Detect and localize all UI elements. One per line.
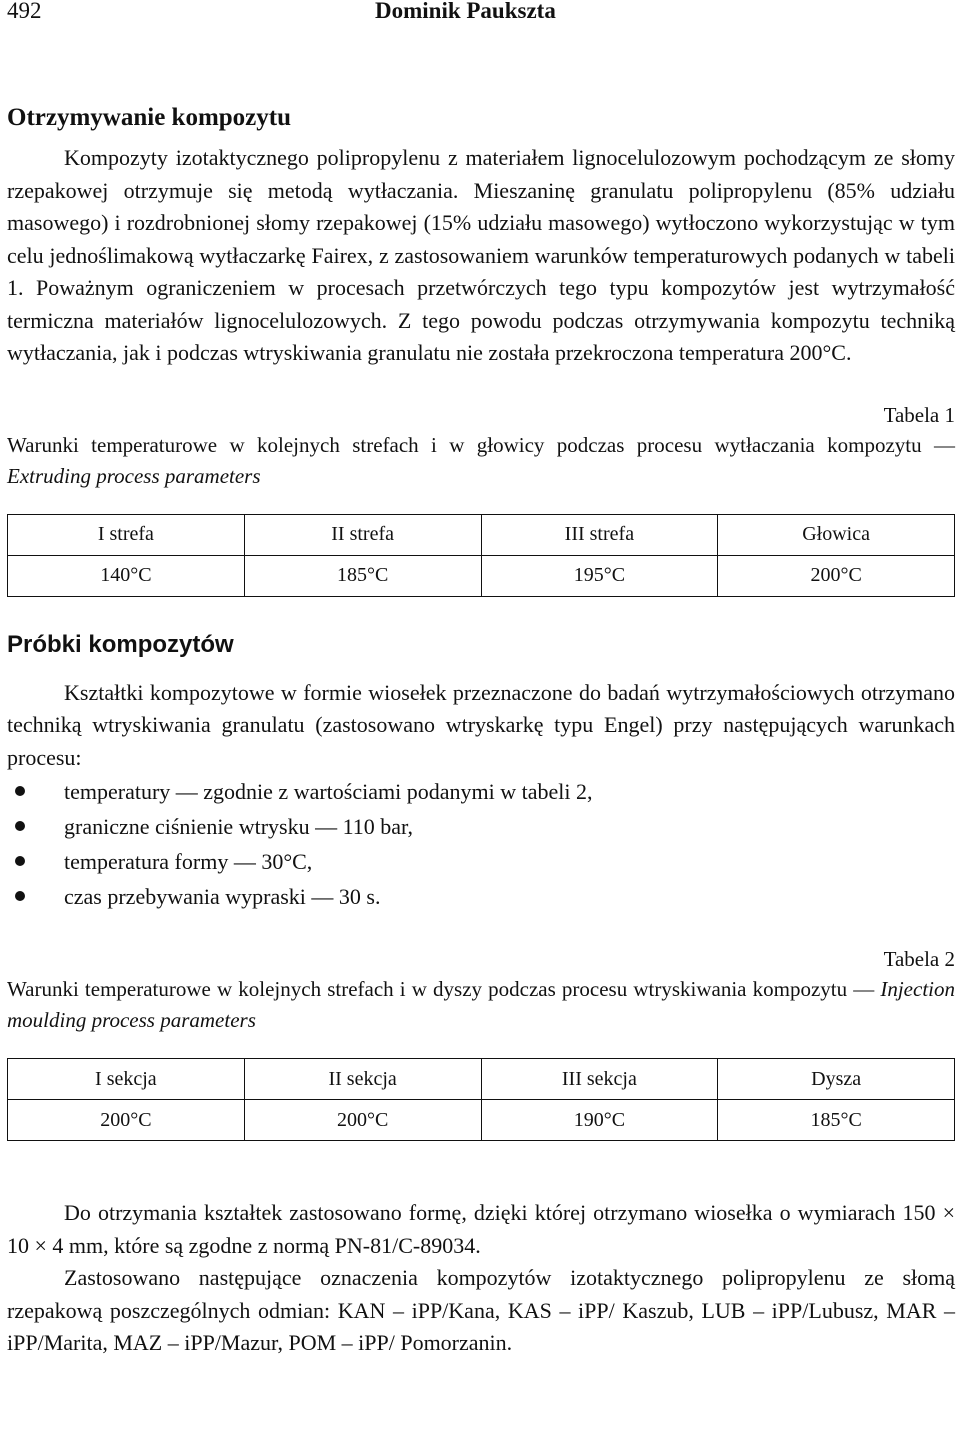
page-number: 492: [7, 0, 42, 23]
bullet-icon: [15, 856, 25, 866]
table1-header-cell: III strefa: [481, 514, 718, 555]
table2-label: Tabela 2: [883, 947, 955, 971]
list-item-text: temperatura formy — 30°C,: [64, 849, 313, 874]
table2-header-cell: Dysza: [718, 1059, 955, 1100]
bullet-icon: [15, 891, 25, 901]
table2-value-row: [8, 1100, 955, 1141]
section2-paragraph: Kształtki kompozytowe w formie wiosełek przeznaczone do badań wytrzymałościowych otrzymano techniką wtryskiwania granulatu (zastosowano wtryskarkę typu Engel) przy następujących warunkach procesu:: [7, 679, 955, 770]
list-item: [7, 879, 955, 914]
running-author: Dominik Paukszta: [375, 0, 556, 23]
table1-header-cell: I strefa: [8, 514, 245, 555]
bullet-icon: [15, 821, 25, 831]
table1-value-cell: 195°C: [481, 555, 718, 596]
table1-value-cell: 140°C: [8, 555, 245, 596]
section-title-composite: Otrzymywanie kompozytu: [7, 104, 291, 131]
section-title-samples: Próbki kompozytów: [7, 630, 234, 658]
table2-header-cell: III sekcja: [481, 1059, 718, 1100]
table2-caption: [7, 974, 955, 1036]
table2-header-cell: I sekcja: [8, 1059, 245, 1100]
process-conditions-list: [7, 774, 955, 914]
table2-value-cell: 200°C: [8, 1100, 245, 1141]
table1-header-row: [8, 514, 955, 555]
section1-paragraph: Kompozyty izotaktycznego polipropylenu z materiałem lignocelulozowym pochodzącym ze słomy rzepakowej otrzymuje się metodą wytłaczania. Mieszaninę granulatu polipropylenu (85% udziału masowego) i rozdrobnionej słomy rzepakowej (15% udziału masowego) wytłoczono wykorzystując w tym celu jednoślimakową wytłaczarkę Fairex, z zastosowaniem warunków temperaturowych podanych w tabeli 1. Poważnym ograniczeniem w procesach przetwórczych tego typu kompozytów jest wytrzymałość termiczna materiałów lignocelulozowych. Z tego powodu podczas otrzymywania kompozytu techniką wytłaczania, jak i podczas wtryskiwania granulatu nie została przekroczona temperatura 200°C.: [7, 145, 955, 365]
table2-value-cell: 190°C: [481, 1100, 718, 1141]
section3-paragraph-2: Zastosowano następujące oznaczenia kompozytów izotaktycznego polipropylenu ze słomą rzepakową poszczególnych odmian: KAN – iPP/Kana, KAS – iPP/ Kaszub, LUB – iPP/Lubusz, MAR – iPP/Marita, MAZ – iPP/Mazur, POM – iPP/ Pomorzanin.: [7, 1265, 955, 1355]
table1-header-cell: II strefa: [244, 514, 481, 555]
table2: [7, 1058, 955, 1141]
list-item-text: graniczne ciśnienie wtrysku — 110 bar,: [64, 814, 413, 839]
page-header: [7, 0, 955, 34]
table2-caption-pl: Warunki temperaturowe w kolejnych strefach i w dyszy podczas procesu wtryskiwania kompozytu —: [7, 977, 875, 1001]
table1-value-row: [8, 555, 955, 596]
table1-value-cell: 185°C: [244, 555, 481, 596]
table1: [7, 514, 955, 597]
table1-caption-en: Extruding process parameters: [7, 463, 261, 488]
table1-header-cell: Głowica: [718, 514, 955, 555]
table1-label: Tabela 1: [883, 402, 955, 427]
bullet-icon: [15, 786, 25, 796]
section3-paragraph-1: Do otrzymania kształtek zastosowano formę, dzięki której otrzymano wiosełka o wymiarach 150 × 10 × 4 mm, które są zgodne z normą PN-81/C-89034.: [7, 1200, 955, 1258]
table1-value-cell: 200°C: [718, 555, 955, 596]
table1-caption-pl: Warunki temperaturowe w kolejnych strefach i w głowicy podczas procesu wytłaczania kompozytu —: [7, 432, 955, 457]
list-item-text: czas przebywania wypraski — 30 s.: [64, 884, 381, 909]
page: [7, 0, 955, 1360]
table2-value-cell: 200°C: [244, 1100, 481, 1141]
list-item-text: temperatury — zgodnie z wartościami podanymi w tabeli 2,: [64, 779, 593, 804]
table2-caption-en: Injection moulding process parameters: [7, 977, 955, 1032]
list-item: [7, 774, 955, 809]
list-item: [7, 844, 955, 879]
list-item: [7, 809, 955, 844]
table2-header-cell: II sekcja: [244, 1059, 481, 1100]
table2-value-cell: 185°C: [718, 1100, 955, 1141]
table2-header-row: [8, 1059, 955, 1100]
table1-caption: [7, 430, 955, 492]
